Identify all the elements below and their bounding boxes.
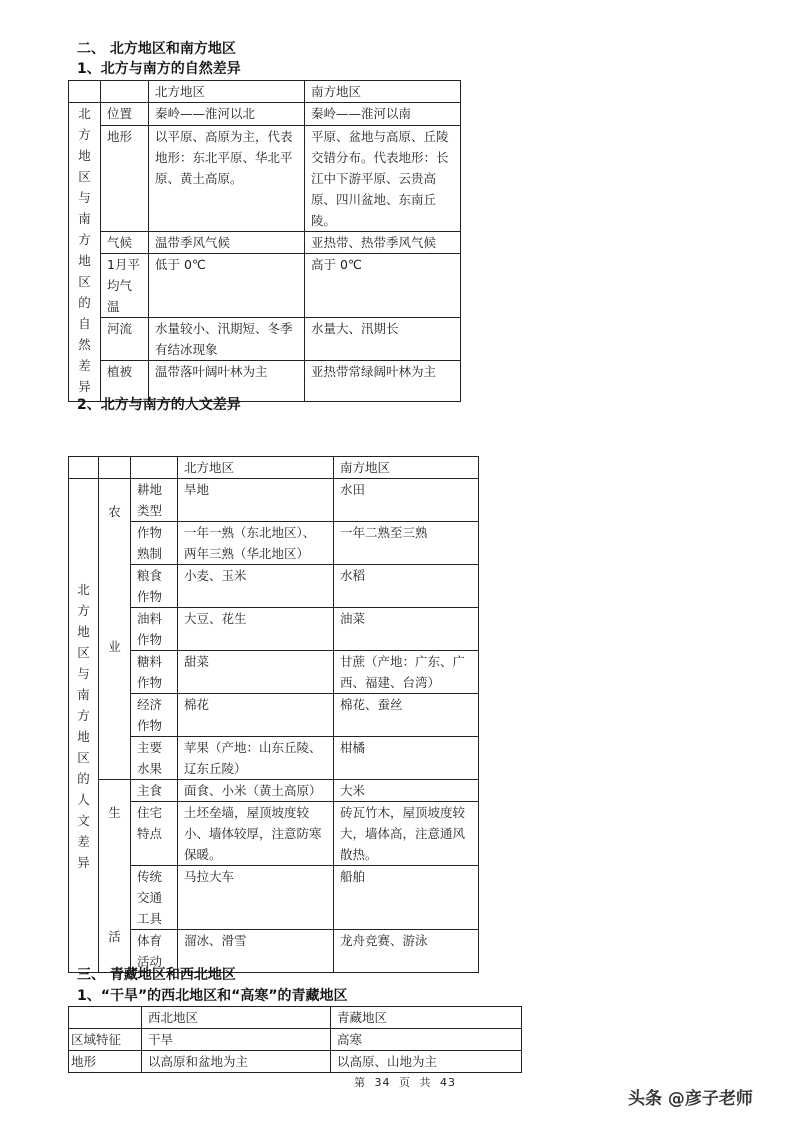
table-row (69, 802, 479, 866)
table-row (69, 737, 479, 780)
page-number: 第 34 页 共 43 (354, 1076, 456, 1089)
section-2-sub-2: 2、北方与南方的人文差异 (77, 397, 241, 413)
north-value: 温带季风气候 (149, 232, 305, 254)
row-item: 体育活动 (131, 930, 178, 973)
north-value: 面食、小米（黄土高原） (178, 780, 334, 802)
north-value: 溜冰、滑雪 (178, 930, 334, 973)
table-row (69, 318, 461, 361)
header-cell (69, 81, 101, 103)
north-value: 大豆、花生 (178, 608, 334, 651)
header-cell-qingzang: 青藏地区 (331, 1007, 522, 1029)
south-value: 亚热带常绿阔叶林为主 (305, 361, 461, 402)
north-value: 小麦、玉米 (178, 565, 334, 608)
table-row (69, 608, 479, 651)
qingzang-value: 以高原、山地为主 (331, 1051, 522, 1073)
header-cell (101, 81, 149, 103)
north-value: 温带落叶阔叶林为主 (149, 361, 305, 402)
north-value: 土坯垒墙，屋顶坡度较小、墙体较厚，注意防寒保暖。 (178, 802, 334, 866)
south-value: 砖瓦竹木，屋顶坡度较大，墙体高，注意通风散热。 (334, 802, 479, 866)
south-value: 油菜 (334, 608, 479, 651)
table-row (69, 126, 461, 232)
table-row (69, 522, 479, 565)
south-value: 甘蔗（产地：广东、广西、福建、台湾） (334, 651, 479, 694)
watermark: 头条 @彦子老师 (628, 1089, 753, 1109)
south-value: 一年二熟至三熟 (334, 522, 479, 565)
row-item: 传统交通工具 (131, 866, 178, 930)
section-2-sub-1: 1、北方与南方的自然差异 (77, 61, 241, 77)
side-label: 北方地区与南方地区的人文差异 (69, 479, 99, 973)
south-value: 平原、盆地与高原、丘陵交错分布。代表地形：长江中下游平原、云贵高原、四川盆地、东南丘陵。 (305, 126, 461, 232)
north-value: 秦岭——淮河以北 (149, 103, 305, 126)
header-cell-south: 南方地区 (334, 457, 479, 479)
row-item: 经济作物 (131, 694, 178, 737)
cultural-differences-table (68, 456, 479, 973)
south-value: 柑橘 (334, 737, 479, 780)
table-row (69, 651, 479, 694)
south-value: 棉花、蚕丝 (334, 694, 479, 737)
north-value: 苹果（产地：山东丘陵、辽东丘陵） (178, 737, 334, 780)
northwest-value: 干旱 (142, 1029, 331, 1051)
row-item: 植被 (101, 361, 149, 402)
table-header-row (69, 457, 479, 479)
row-item: 1月平均气温 (101, 254, 149, 318)
header-cell (69, 457, 99, 479)
north-value: 马拉大车 (178, 866, 334, 930)
south-value: 高于 0℃ (305, 254, 461, 318)
south-value: 船舶 (334, 866, 479, 930)
north-value: 一年一熟（东北地区）、两年三熟（华北地区） (178, 522, 334, 565)
south-value: 大米 (334, 780, 479, 802)
row-item: 粮食作物 (131, 565, 178, 608)
table-row (69, 1029, 522, 1051)
header-cell-north: 北方地区 (149, 81, 305, 103)
northwest-qingzang-table (68, 1006, 522, 1073)
south-value: 水稻 (334, 565, 479, 608)
north-value: 以平原、高原为主，代表地形：东北平原、华北平原、黄土高原。 (149, 126, 305, 232)
north-value: 低于 0℃ (149, 254, 305, 318)
table-row (69, 565, 479, 608)
section-3-sub-1: 1、“干旱”的西北地区和“高寒”的青藏地区 (77, 988, 348, 1004)
row-item: 糖料作物 (131, 651, 178, 694)
northwest-value: 以高原和盆地为主 (142, 1051, 331, 1073)
table-row (69, 479, 479, 522)
row-item: 作物熟制 (131, 522, 178, 565)
row-item: 地形 (101, 126, 149, 232)
north-value: 甜菜 (178, 651, 334, 694)
group-life: 生 活 (99, 780, 131, 973)
header-cell-north: 北方地区 (178, 457, 334, 479)
row-item: 河流 (101, 318, 149, 361)
header-cell (131, 457, 178, 479)
row-item: 耕地类型 (131, 479, 178, 522)
north-value: 水量较小、汛期短、冬季有结冰现象 (149, 318, 305, 361)
table-header-row (69, 81, 461, 103)
row-item: 气候 (101, 232, 149, 254)
south-value: 亚热带、热带季风气候 (305, 232, 461, 254)
north-value: 旱地 (178, 479, 334, 522)
section-2-title: 二、 北方地区和南方地区 (77, 41, 236, 57)
table-row (69, 780, 479, 802)
table-row (69, 232, 461, 254)
table-row (69, 1051, 522, 1073)
side-label: 北方地区与南方地区的自然差异 (69, 103, 101, 402)
row-item: 主食 (131, 780, 178, 802)
north-value: 棉花 (178, 694, 334, 737)
south-value: 龙舟竞赛、游泳 (334, 930, 479, 973)
table-row (69, 694, 479, 737)
row-item: 位置 (101, 103, 149, 126)
row-item: 主要水果 (131, 737, 178, 780)
table-row (69, 103, 461, 126)
south-value: 水量大、汛期长 (305, 318, 461, 361)
group-agriculture: 农 业 (99, 479, 131, 780)
header-cell (69, 1007, 142, 1029)
natural-differences-table (68, 80, 461, 402)
header-cell-northwest: 西北地区 (142, 1007, 331, 1029)
row-item: 区域特征 (69, 1029, 142, 1051)
table-header-row (69, 1007, 522, 1029)
section-3-title: 三、 青藏地区和西北地区 (77, 967, 236, 983)
row-item: 住宅特点 (131, 802, 178, 866)
header-cell-south: 南方地区 (305, 81, 461, 103)
south-value: 秦岭——淮河以南 (305, 103, 461, 126)
header-cell (99, 457, 131, 479)
qingzang-value: 高寒 (331, 1029, 522, 1051)
table-row (69, 254, 461, 318)
row-item: 地形 (69, 1051, 142, 1073)
row-item: 油料作物 (131, 608, 178, 651)
table-row (69, 866, 479, 930)
south-value: 水田 (334, 479, 479, 522)
